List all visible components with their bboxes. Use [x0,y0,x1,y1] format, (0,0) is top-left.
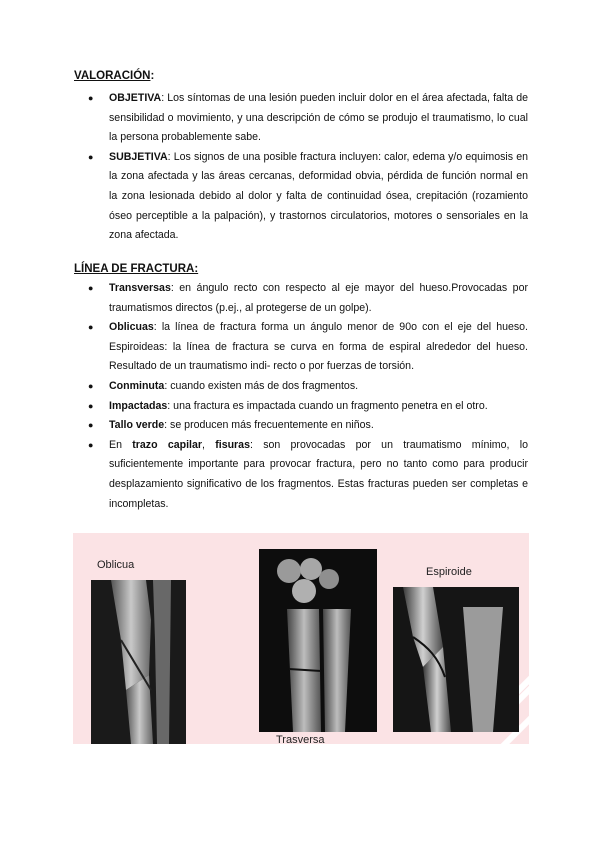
list-item [74,377,528,397]
term-subjetiva: SUBJETIVA [109,150,168,163]
xray-espiroide-image [393,587,519,732]
list-item [74,279,528,318]
xray-trasversa-image [259,549,377,732]
bullet-icon: ● [88,380,94,391]
bullet-icon: ● [88,400,94,411]
term: trazo capilar [132,438,202,451]
linea-fractura-heading: LÍNEA DE FRACTURA: [74,263,199,275]
term-objetiva: OBJETIVA [109,92,162,104]
term: Impactadas [109,399,168,412]
item-text: : son provocadas por un traumatismo mínimo, lo suficientemente importante para provocar fractura, pero no tanto como para producir desplazamiento significativo de los fragmentos. Estas fracturas pueden ser completas e incompletas. [109,438,528,510]
term: Conminuta [109,379,165,392]
bullet-icon: ● [88,439,94,450]
item-text: : la línea de fractura forma un ángulo menor de 90o con el eje del hueso. Espiroideas: la línea de fractura se curva en forma de espiral alrededor del hueso. Resultado de un traumatismo indi- recto o por fuerzas de torsión. [109,321,528,373]
list-item [74,397,528,417]
list-item [74,436,528,514]
list-item [74,148,528,246]
item-text: : se producen más frecuentemente en niños. [164,419,374,432]
xray-oblicua-image [91,580,186,744]
xray-trasversa [259,549,377,732]
bullet-icon: ● [88,151,94,162]
xray-espiroide [393,587,519,732]
item-text: : Los signos de una posible fractura incluyen: calor, edema y/o equimosis en la zona afectada y las áreas cercanas, deformidad obvia, pérdida de función normal en la zona lesionada debido al dolor y falta de continuidad ósea, crepitación (rozamiento óseo perceptible a la palpación), y trastornos circulatorios, motores o sensoriales en la zona afectada. [109,150,528,242]
valoracion-list [74,89,528,246]
item-text: : Los síntomas de una lesión pueden incluir dolor en el área afectada, falta de sensibilidad o movimiento, y una descripción de cómo se produjo el traumatismo, lo cual la persona probablemente sabe. [109,92,528,144]
bullet-icon: ● [88,420,94,431]
term: fisuras [215,438,250,451]
term: Oblicuas [109,321,154,334]
item-prefix: En [109,438,133,451]
caption-oblicua: Oblicua [97,559,135,571]
separator: , [201,438,216,451]
list-item [74,416,528,436]
term: Transversas [109,282,171,294]
linea-fractura-list [74,279,528,514]
caption-espiroide: Espiroide [426,566,472,578]
item-text: : en ángulo recto con respecto al eje mayor del hueso.Provocadas por traumatismos directos (p.ej., al protegerse de un golpe). [109,282,528,314]
bullet-icon: ● [88,93,94,103]
valoracion-heading: VALORACIÓN: [74,70,155,82]
bullet-icon: ● [88,283,94,293]
caption-trasversa: Trasversa [276,734,325,744]
xray-oblicua [91,580,186,744]
term: Tallo verde [109,419,165,432]
fracture-xray-figure [73,533,529,744]
item-text: : cuando existen más de dos fragmentos. [164,379,359,392]
bullet-icon: ● [88,322,94,333]
list-item [74,89,528,148]
item-text: : una fractura es impactada cuando un fragmento penetra en el otro. [167,399,488,412]
list-item [74,318,528,377]
